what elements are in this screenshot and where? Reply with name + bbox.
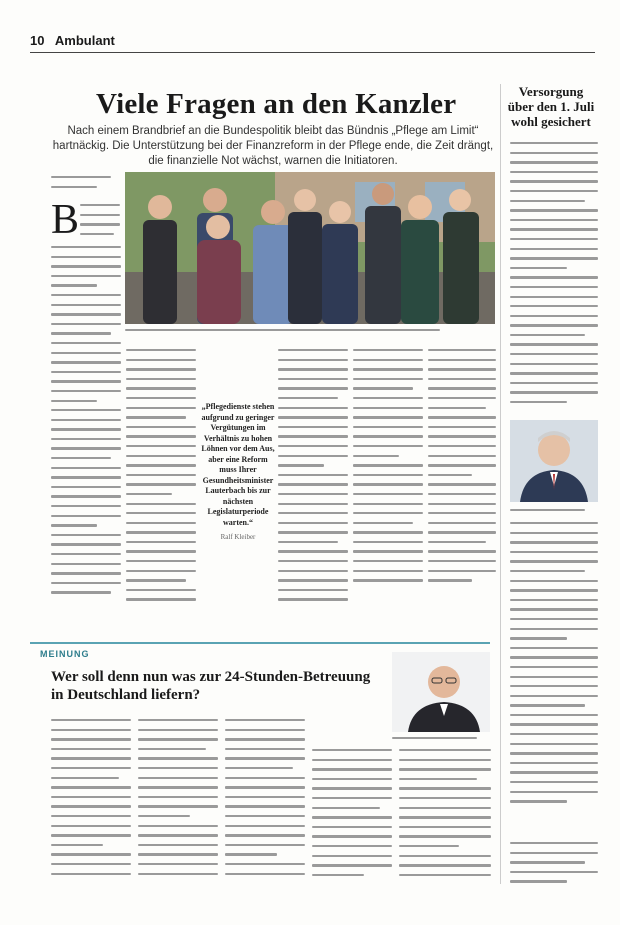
opinion-column-4 xyxy=(312,745,392,885)
body-column-1 xyxy=(80,200,120,240)
byline xyxy=(51,172,121,191)
sidebar-title: Versorgung über den 1. Juli wohl gesichert xyxy=(507,84,595,129)
photo-caption xyxy=(125,325,495,335)
opinion-column-1 xyxy=(51,715,131,885)
sidebar-text xyxy=(510,138,598,418)
pull-quote-text: „Pflegedienste stehen aufgrund zu geringer Vergütungen im Verhältnis zu hohen Löhnen vor dem Aus, aber eine Reform muss Ihrer Gesundheitsminister Lauterbach bis zur nächsten Legislaturperiode warten.“ xyxy=(201,402,275,527)
body-column-4 xyxy=(428,345,496,597)
author-photo xyxy=(392,652,490,732)
pull-quote xyxy=(201,402,275,543)
sidebar-divider xyxy=(500,84,501,884)
portrait-illustration xyxy=(510,420,598,502)
page-number: 10 xyxy=(30,33,45,48)
body-column-1-cont xyxy=(51,242,121,607)
opinion-column-2 xyxy=(138,715,218,885)
sidebar-text-2 xyxy=(510,518,598,818)
author-caption xyxy=(392,733,492,743)
opinion-accent-bar xyxy=(30,642,490,644)
opinion-label: MEINUNG xyxy=(40,649,90,659)
pull-quote-name: Ralf Kleiber xyxy=(220,533,256,541)
author-illustration xyxy=(392,652,490,732)
body-column-2 xyxy=(278,345,348,607)
drop-cap: B xyxy=(51,197,80,243)
opinion-column-5 xyxy=(399,745,491,885)
article-deck: Nach einem Brandbrief an die Bundespolitik bleibt das Bündnis „Pflege am Limit“ hartnäckig. Die Unterstützung bei der Finanzreform in der Pflege ende, die Zeit drängt, die finanzielle Not wächst, warnen die Initiatoren. xyxy=(52,125,494,167)
opinion-column-3 xyxy=(225,715,305,885)
body-column-1b xyxy=(126,345,196,607)
section-title: Ambulant xyxy=(54,33,115,48)
group-photo-illustration xyxy=(125,172,495,324)
portrait-photo xyxy=(510,420,598,502)
opinion-headline: Wer soll denn nun was zur 24-Stunden-Betreuung in Deutschland liefern? xyxy=(51,669,371,703)
group-photo xyxy=(125,172,495,324)
sidebar-footnote xyxy=(510,838,598,886)
page-header xyxy=(30,32,595,53)
body-column-3 xyxy=(353,345,423,607)
article-headline: Viele Fragen an den Kanzler xyxy=(96,88,457,120)
portrait-caption xyxy=(510,505,598,515)
